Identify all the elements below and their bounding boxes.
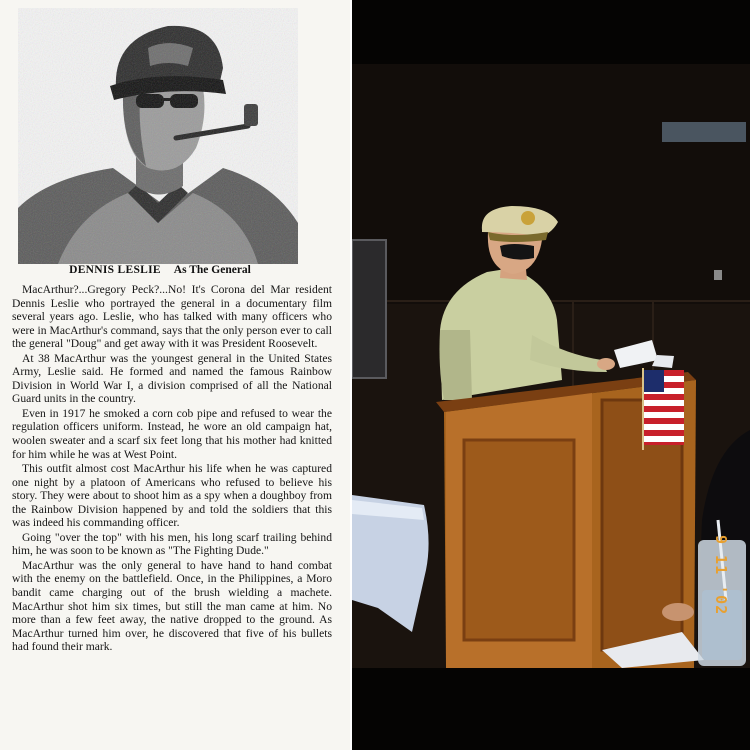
photo-caption [0, 264, 320, 276]
newspaper-clipping [0, 0, 350, 750]
article-paragraph: MacArthur?...Gregory Peck?...No! It's Corona del Mar resident Dennis Leslie who portrayed the general in a documentary film several years ago. Leslie, who has talked with many officers who were in MacArthur's command, says that the only person ever to call the general "Doug" and get away with it was President Roosevelt. [12, 283, 332, 351]
caption-name: DENNIS LESLIE [69, 264, 161, 276]
event-photograph [352, 0, 750, 750]
general-portrait-illustration [18, 8, 298, 264]
article-paragraph: This outfit almost cost MacArthur his life when he was captured one night by a platoon of Americans who refused to believe his story. They were about to shoot him as a spy when a doughboy from the Rainbow Division happened by and told the soldiers that this was indeed his commanding officer. [12, 462, 332, 530]
speaker-at-lectern-illustration [352, 0, 750, 750]
article-paragraph: MacArthur was the only general to have hand to hand combat with the enemy on the battlefield. Once, in the Philippines, a Moro bandit came charging out of the brush wielding a machete. MacArthur shot him six times, but still the man came at him. No more than a few feet away, the native dropped to the ground. As MacArthur turned him over, he discovered that five of his bullets had found their mark. [12, 558, 332, 654]
newspaper-photo [18, 8, 298, 264]
article-paragraph: At 38 MacArthur was the youngest general in the United States Army, Leslie said. He formed and named the famous Rainbow Division in World War I, a division comprised of all the National Guard units in the country. [12, 351, 332, 406]
photo-date-stamp: 9 11 '02 [712, 535, 730, 616]
american-flag [644, 370, 684, 445]
article-body [12, 283, 332, 655]
article-paragraph: Going "over the top" with his men, his long scarf trailing behind him, he was soon to be known as "The Fighting Dude." [12, 530, 332, 558]
article-paragraph: Even in 1917 he smoked a corn cob pipe and refused to wear the regulation officers uniform. Instead, he wore an old campaign hat, woolen sweater and a scarf six feet long that his mother had knitted for him while he was at West Point. [12, 406, 332, 461]
caption-role: As The General [173, 264, 251, 276]
